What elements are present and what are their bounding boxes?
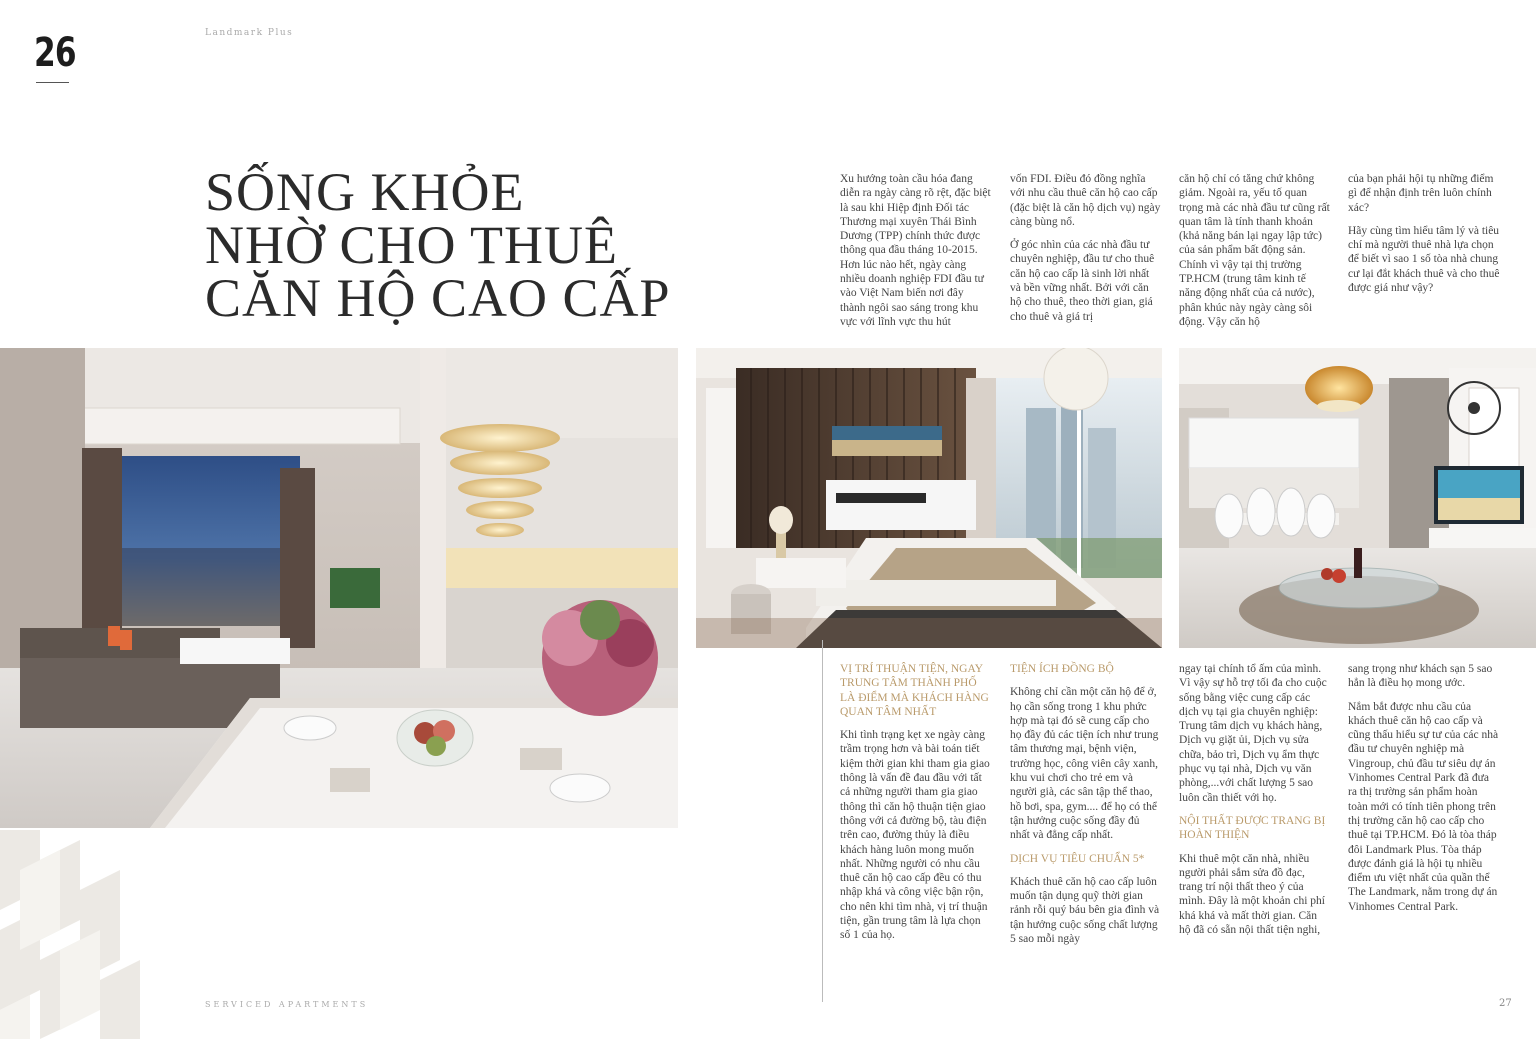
intro-column-3 — [1179, 172, 1331, 338]
body-paragraph: Không chỉ cần một căn hộ để ở, họ cần sống trong 1 khu phức hợp mà tại đó sẽ cung cấp cho họ đầy đủ các tiện ích như trung tâm thương mại, bệnh viện, trường học, công viên cây xanh, khu vui chơi cho trẻ em và người già, các sân tập thể thao, hồ bơi, spa, gym.... để họ có thể tận hưởng cuộc sống đầy đủ nhất và đẳng cấp nhất. — [1010, 686, 1159, 842]
intro-column-4 — [1348, 172, 1500, 304]
body-paragraph: Khi thuê một căn nhà, nhiều người phải sắm sửa đồ đạc, trang trí nội thất theo ý của mình. Đây là một khoản chi phí khá khá và mất thời gian. Căn hộ đã có sẵn nội thất tiện nghi, — [1179, 852, 1325, 937]
section-heading: TIỆN ÍCH ĐỒNG BỘ — [1010, 663, 1114, 675]
page-number-rule — [36, 82, 69, 83]
body-paragraph: Khách thuê căn hộ cao cấp luôn muốn tận dụng quỹ thời gian rảnh rỗi quý báu bên gia đình và tận hưởng cuộc sống chất lượng 5 sao mỗi ngày — [1010, 875, 1160, 946]
intro-paragraph: Hãy cùng tìm hiểu tâm lý và tiêu chí mà người thuê nhà lựa chọn để biết vì sao 1 số tòa nhà chung cư lại đắt khách thuê và cho thuê được giá như vậy? — [1348, 224, 1500, 295]
dining-room-photo — [1179, 348, 1536, 648]
living-room-photo — [0, 348, 678, 828]
bedroom-photo — [696, 348, 1162, 648]
body-column-3 — [1179, 662, 1331, 946]
title-line-2: NHỜ CHO THUÊ — [205, 215, 618, 275]
section-heading: DỊCH VỤ TIÊU CHUẨN 5* — [1010, 852, 1145, 865]
decorative-pattern — [0, 830, 150, 1039]
body-column-2 — [1010, 662, 1162, 955]
title-line-1: SỐNG KHỎE — [205, 162, 525, 222]
title-line-3: CĂN HỘ CAO CẤP — [205, 268, 671, 328]
intro-paragraph: Xu hướng toàn cầu hóa đang diễn ra ngày càng rõ rệt, đặc biệt là sau khi Hiệp định Đối tác Thương mại xuyên Thái Bình Dương (TPP) chính thức được thông qua đầu tháng 10-2015. Hơn lúc nào hết, ngày càng nhiều doanh nghiệp FDI đầu tư vào Việt Nam biến nơi đây thành ngôi sao sáng trong khu vực với lĩnh vực thu hút — [840, 173, 991, 328]
page-number-right: 27 — [1499, 998, 1512, 1009]
body-paragraph: sang trọng như khách sạn 5 sao hẳn là điều họ mong ước. — [1348, 663, 1493, 690]
magazine-name: Landmark Plus — [205, 28, 294, 38]
intro-column-1 — [840, 172, 992, 338]
intro-column-2 — [1010, 172, 1162, 333]
section-heading: VỊ TRÍ THUẬN TIỆN, NGAY TRUNG TÂM THÀNH PHỐ LÀ ĐIỂM MÀ KHÁCH HÀNG QUAN TÂM NHẤT — [840, 663, 989, 718]
page-number-left: 26 — [34, 30, 76, 76]
body-paragraph: Nắm bắt được nhu cầu của khách thuê căn hộ cao cấp và cũng thấu hiểu sự tư của các nhà đầu tư chuyên nghiệp mà Vingroup, chủ đầu tư siêu dự án Vinhomes Central Park đã đưa ra thị trường sản phẩm hoàn toàn mới có tính tiên phong trên thị trường căn hộ cao cấp cho thuê tại TP.HCM. Đó là tòa tháp đôi Landmark Plus. Tòa tháp được đánh giá là hội tụ nhiều điểm ưu việt nhất của quần thể The Landmark, nằm trong dự án Vinhomes Central Park. — [1348, 700, 1499, 913]
footer-section-label: SERVICED APARTMENTS — [205, 1000, 369, 1009]
body-paragraph: ngay tại chính tổ ấm của mình. Vì vậy sự hỗ trợ tối đa cho cuộc sống bằng việc cung cấp các dịch vụ tại gia chuyên nghiệp: Trung tâm dịch vụ khách hàng, Dịch vụ giặt ủi, Dịch vụ sửa chữa, bảo trì, Dịch vụ ẩm thực phục vụ tại nhà, Dịch vụ văn phòng,...với chất lượng 5 sao luôn cần thiết với họ. — [1179, 663, 1327, 804]
intro-paragraph: vốn FDI. Điều đó đồng nghĩa với nhu cầu thuê căn hộ cao cấp (đặc biệt là căn hộ dịch vụ) ngày càng bùng nổ. — [1010, 173, 1161, 228]
intro-paragraph: căn hộ chỉ có tăng chứ không giảm. Ngoài ra, yếu tố quan trọng mà các nhà đầu tư cũng rất quan tâm là tính thanh khoản (khả năng bán lại ngay lập tức) của sản phẩm bất động sản. Chính vì vậy tại thị trường TP.HCM (trung tâm kinh tế năng động nhất của cả nước), phân khúc này ngày càng sôi động. Vậy căn hộ — [1179, 173, 1330, 328]
section-heading: NỘI THẤT ĐƯỢC TRANG BỊ HOÀN THIỆN — [1179, 814, 1326, 842]
body-paragraph: Khi tình trạng kẹt xe ngày càng trầm trọng hơn và bài toán tiết kiệm thời gian khi tham gia giao thông là vấn đề đau đầu với tất cả những người tham gia giao thông thì căn hộ thuận tiện giao thông với cả đường bộ, tàu điện trên cao, đường thủy là điều khách hàng luôn mong muốn nhất. Những người có nhu cầu thuê căn hộ cao cấp đều có thu nhập khá và công việc bận rộn, cho nên khi tìm nhà, vị trí thuận tiện, gần trung tâm là lựa chọn số 1 của họ. — [840, 729, 990, 942]
body-column-1 — [840, 662, 992, 952]
article-title — [205, 162, 671, 328]
body-column-4 — [1348, 662, 1500, 923]
intro-paragraph: của bạn phải hội tụ những điểm gì để nhận định trên luôn chính xác? — [1348, 173, 1494, 214]
intro-paragraph: Ở góc nhìn của các nhà đầu tư chuyên nghiệp, đầu tư cho thuê căn hộ cao cấp là sinh lời nhất và bền vững nhất. Bởi với căn hộ cho thuê, theo thời gian, giá cho thuê và giá trị — [1010, 239, 1155, 323]
spine-divider — [822, 640, 823, 1002]
